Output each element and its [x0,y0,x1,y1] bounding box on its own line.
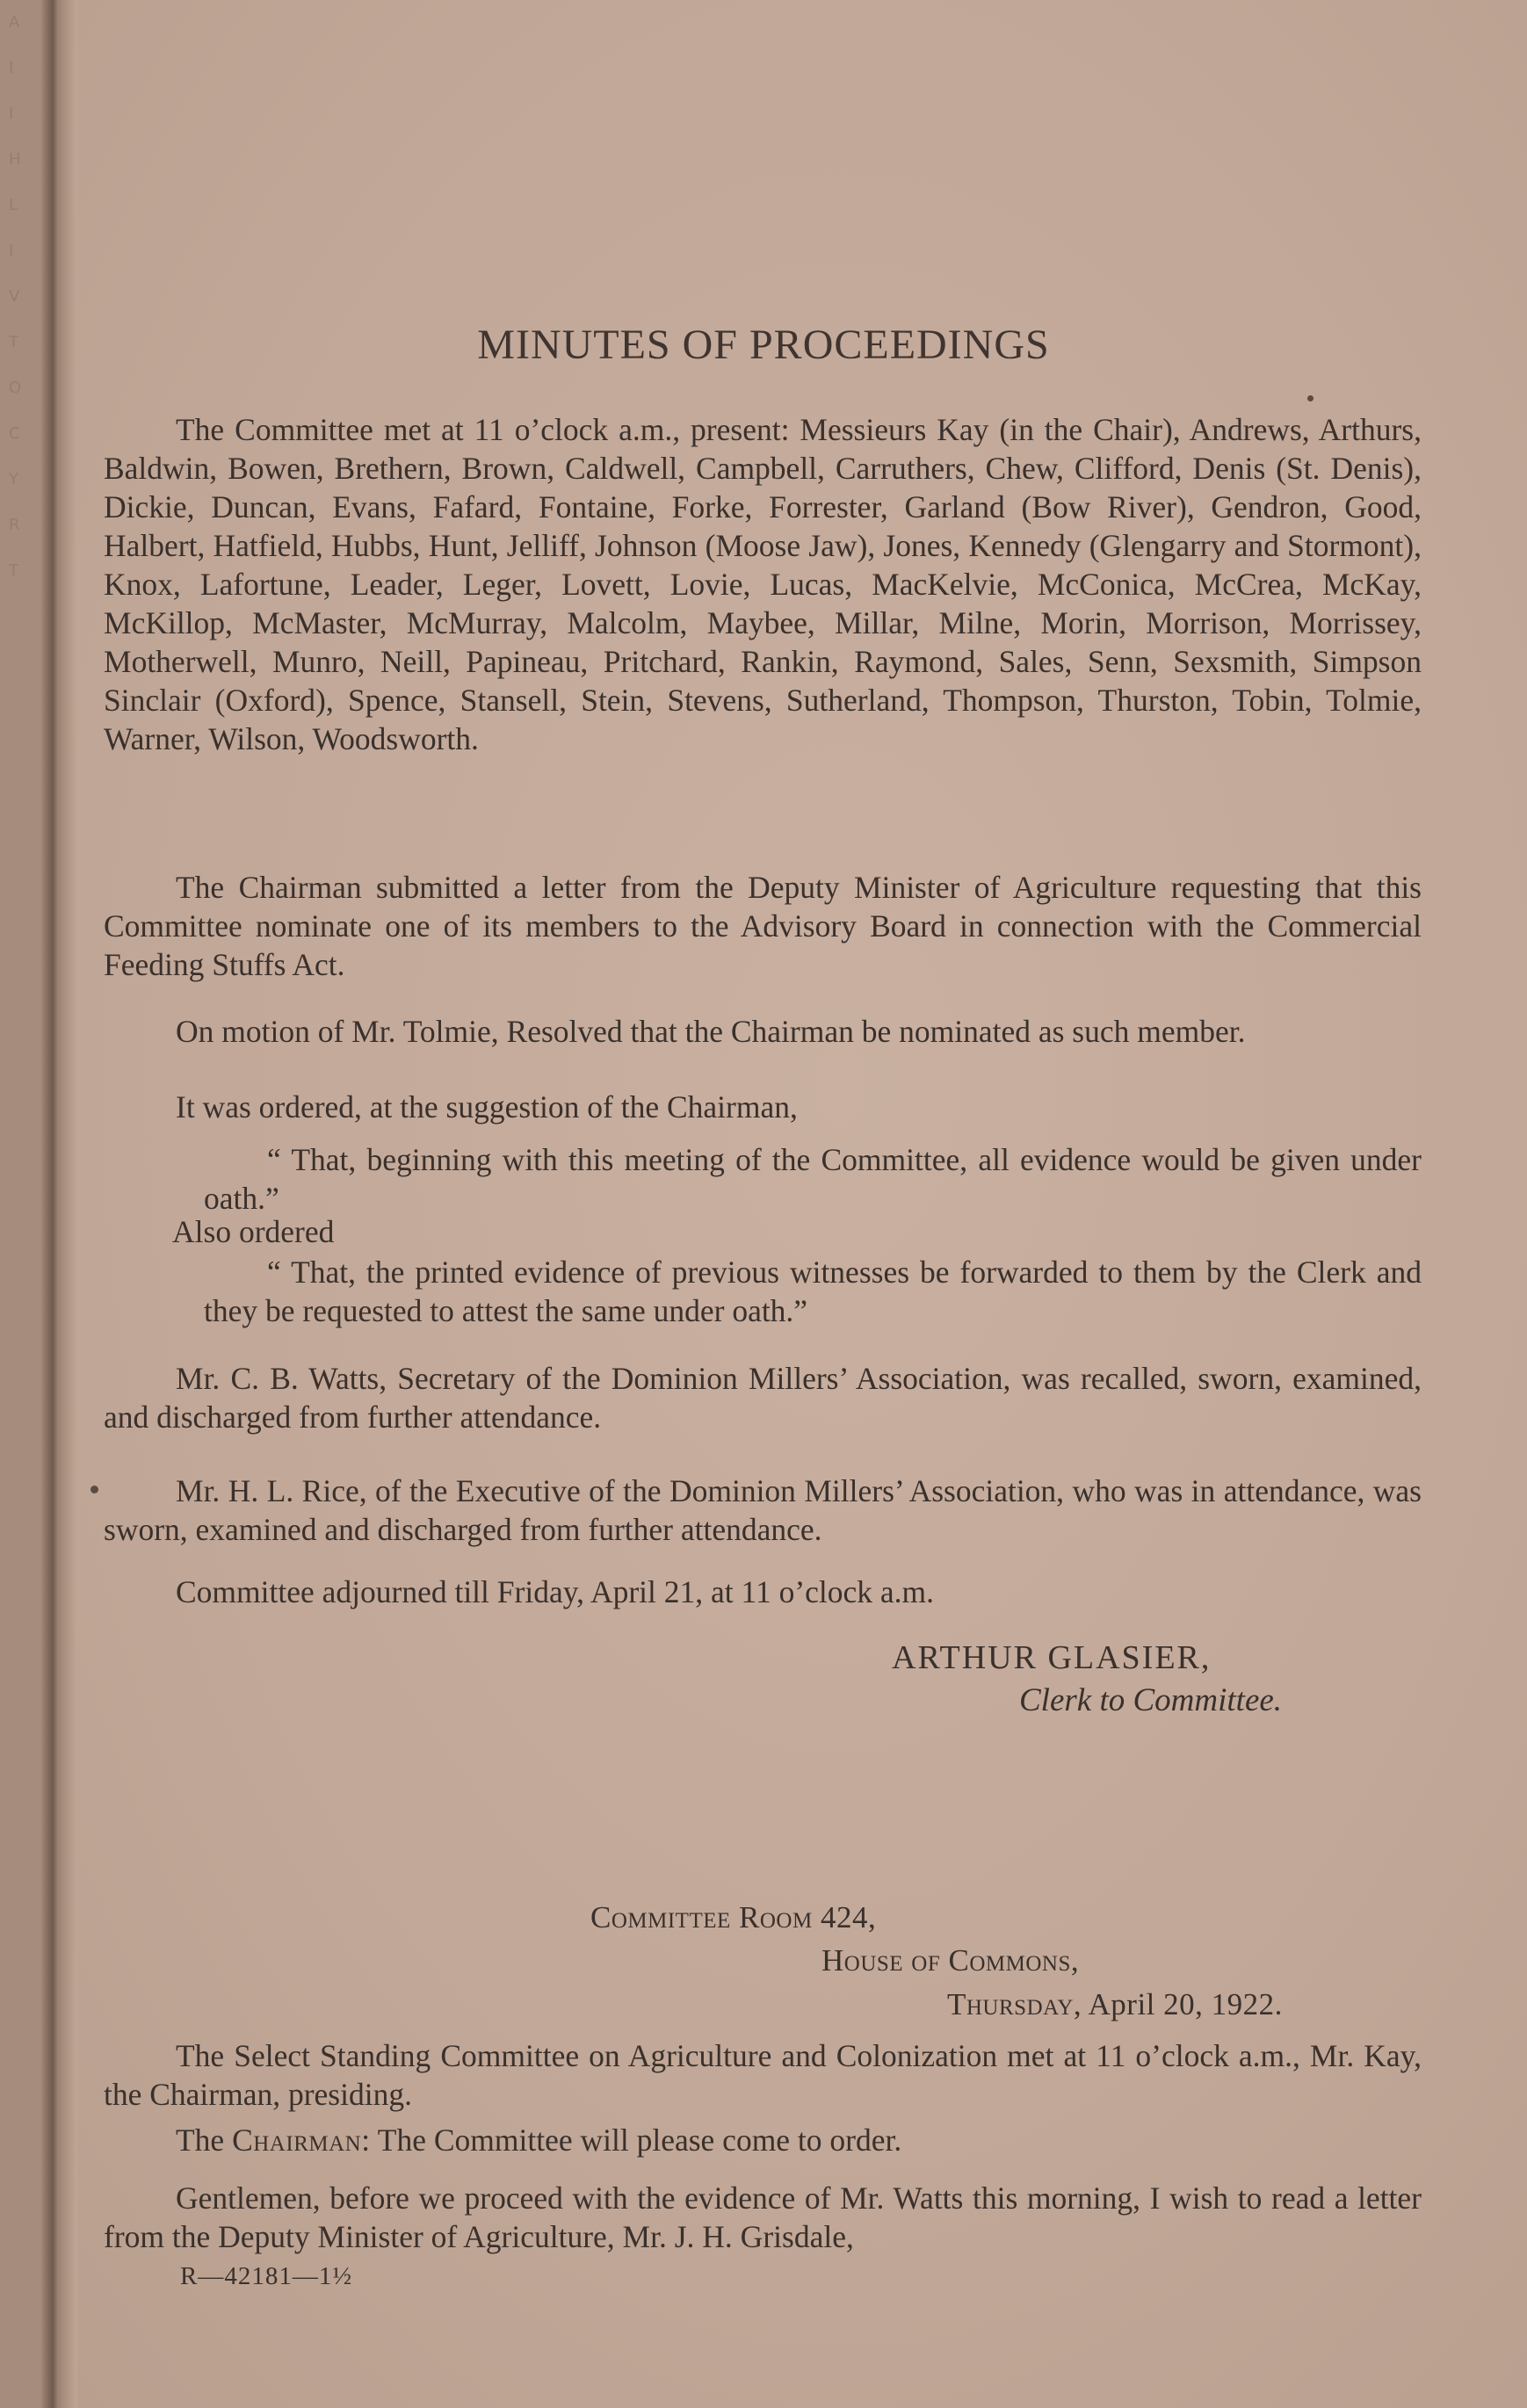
attendance-paragraph: The Committee met at 11 o’clock a.m., present: Messieurs Kay (in the Chair), Andrews, Arthurs, Baldwin, Bowen, Brethern, Brown, Caldwell, Campbell, Carruthers, Chew, Clifford, Denis (St. Denis), Dickie, Duncan, Evans, Fafard, Fontaine, Forke, Forrester, Garland (Bow River), Gendron, Good, Halbert, Hatfield, Hubbs, Hunt, Jelliff, Johnson (Moose Jaw), Jones, Kennedy (Glengarry and Stormont), Knox, Lafortune, Leader, Leger, Lovett, Lovie, Lucas, MacKelvie, McConica, McCrea, McKay, McKillop, McMaster, McMurray, Malcolm, Maybee, Millar, Milne, Morin, Morrison, Morrissey, Motherwell, Munro, Neill, Papineau, Pritchard, Rankin, Raymond, Sales, Senn, Sexsmith, Simpson Sinclair (Oxford), Spence, Stansell, Stein, Stevens, Sutherland, Thompson, Thurston, Tobin, Tolmie, Warner, Wilson, Woodsworth. [104,412,1422,756]
evidence-opening: The Select Standing Committee on Agriculture and Colonization met at 11 o’clock a.m., Mr. Kay, the Chairman, presiding. [104,2038,1422,2112]
clerk-title: Clerk to Committee. [1019,1682,1283,1718]
motion-paragraph: On motion of Mr. Tolmie, Resolved that the Chairman be nominated as such member. [176,1014,1246,1049]
speaker-text: The Committee will please come to order. [370,2122,902,2158]
watts-paragraph: Mr. C. B. Watts, Secretary of the Dominion Millers’ Association, was recalled, sworn, examined, and discharged from further attendance. [104,1361,1422,1435]
address-date [947,1987,1283,2022]
rice-paragraph: Mr. H. L. Rice, of the Executive of the Dominion Millers’ Association, who was in attendance, was sworn, examined and discharged from further attendance. [104,1473,1422,1547]
binding-marks: A I I H L I V T O C Y R T [9,13,22,580]
chairman-statement [104,2121,1422,2159]
page-title: MINUTES OF PROCEEDINGS [477,322,1050,368]
also-ordered-line: Also ordered [172,1214,335,1249]
quote-oath: “ That, beginning with this meeting of the Committee, all evidence would be given under oath.” [204,1142,1422,1216]
footer-signature-mark: R—42181—1½ [180,2262,353,2290]
ordered-line: It was ordered, at the suggestion of the Chairman, [176,1089,798,1124]
speaker-prefix: The [176,2122,233,2158]
letter-paragraph: The Chairman submitted a letter from the Deputy Minister of Agriculture requesting that this Committee nominate one of its members to the Advisory Board in connection with the Commercial Feeding Stuffs Act. [104,870,1422,982]
paper-speck [1307,395,1314,401]
address-room: Committee Room 424, [590,1900,877,1934]
address-house: House of Commons, [821,1943,1080,1978]
address-date-text: April 20, 1922. [1082,1987,1283,2021]
speaker-name: Chairman: [232,2122,371,2158]
adjourned-paragraph: Committee adjourned till Friday, April 21, at 11 o’clock a.m. [176,1574,935,1609]
address-day: Thursday, [947,1987,1082,2021]
chairman-letter-paragraph: Gentlemen, before we proceed with the evidence of Mr. Watts this morning, I wish to read a letter from the Deputy Minister of Agriculture, Mr. J. H. Grisdale, [104,2180,1422,2254]
clerk-name: ARTHUR GLASIER, [892,1639,1212,1676]
paper-speck [90,1486,98,1493]
quote-evidence: “ That, the printed evidence of previous witnesses be forwarded to them by the Clerk and they be requested to attest the same under oath.” [204,1255,1422,1328]
